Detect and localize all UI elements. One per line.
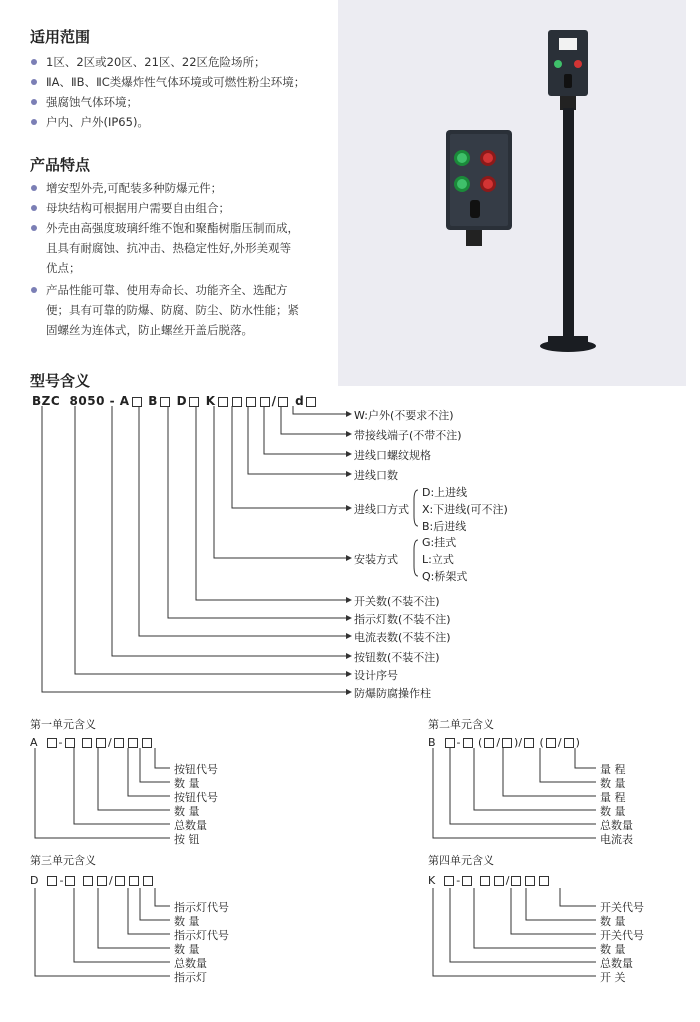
inlet-option: D:上进线	[422, 486, 468, 499]
unit4-label: 开关代号	[600, 901, 644, 914]
unit4-label: 数 量	[600, 915, 626, 928]
model-label-outdoor: W:户外(不要求不注)	[354, 409, 454, 422]
unit1-code: A - /	[30, 736, 154, 749]
unit3-code: D - /	[30, 874, 155, 887]
mount-option: Q:桥架式	[422, 570, 468, 583]
unit3-label: 数 量	[174, 943, 200, 956]
unit1-label: 按钮代号	[174, 791, 218, 804]
model-code: BZC 8050 - A B D K / d	[32, 394, 318, 408]
model-label-terminal: 带接线端子(不带不注)	[354, 429, 462, 442]
unit4-label: 开 关	[600, 971, 626, 984]
feature-item: 母块结构可根据用户需要自由组合；	[31, 198, 230, 218]
scope-item: 户内、户外(IP65)。	[31, 112, 149, 132]
model-label-thread: 进线口螺纹规格	[354, 449, 431, 462]
unit3-title: 第三单元含义	[30, 854, 96, 867]
unit2-label: 数 量	[600, 777, 626, 790]
unit2-label: 量 程	[600, 791, 626, 804]
unit4-label: 总数量	[600, 957, 633, 970]
unit1-label: 按 钮	[174, 833, 200, 846]
feature-item: 增安型外壳,可配装多种防爆元件；	[31, 178, 222, 198]
model-label-product: 防爆防腐操作柱	[354, 687, 431, 700]
unit3-label: 数 量	[174, 915, 200, 928]
mount-option: G:挂式	[422, 536, 457, 549]
unit1-label: 按钮代号	[174, 763, 218, 776]
scope-title: 适用范围	[30, 28, 91, 46]
unit3-label: 总数量	[174, 957, 207, 970]
unit1-label: 总数量	[174, 819, 207, 832]
unit2-label: 数 量	[600, 805, 626, 818]
unit2-title: 第二单元含义	[428, 718, 494, 731]
model-label-inlet-mode: 进线口方式	[354, 503, 409, 516]
unit3-label: 指示灯代号	[174, 901, 229, 914]
model-label-inlet-count: 进线口数	[354, 469, 398, 482]
unit2-label: 电流表	[600, 833, 633, 846]
unit2-code: B - ( / )/ ( / )	[428, 736, 580, 749]
model-label-switch: 开关数(不装不注)	[354, 595, 440, 608]
feature-item: 外壳由高强度玻璃纤维不饱和聚酯树脂压制而成， 且具有耐腐蚀、抗冲击、热稳定性好,外形美观等 优点；	[31, 218, 299, 278]
features-title: 产品特点	[30, 156, 91, 174]
unit4-code: K - /	[428, 874, 551, 887]
unit1-label: 数 量	[174, 805, 200, 818]
unit3-label: 指示灯	[174, 971, 207, 984]
unit2-label: 量 程	[600, 763, 626, 776]
inlet-option: B:后进线	[422, 520, 467, 533]
model-label-lamp: 指示灯数(不装不注)	[354, 613, 451, 626]
unit2-label: 总数量	[600, 819, 633, 832]
inlet-option: X:下进线(可不注)	[422, 503, 508, 516]
scope-item: ⅡA、ⅡB、ⅡC类爆炸性气体环境或可燃性粉尘环境；	[31, 72, 305, 92]
unit4-label: 数 量	[600, 943, 626, 956]
scope-item: 1区、2区或20区、21区、22区危险场所；	[31, 52, 266, 72]
model-label-design: 设计序号	[354, 669, 398, 682]
unit4-label: 开关代号	[600, 929, 644, 942]
unit1-label: 数 量	[174, 777, 200, 790]
model-label-button: 按钮数(不装不注)	[354, 651, 440, 664]
model-title: 型号含义	[30, 372, 91, 390]
unit4-title: 第四单元含义	[428, 854, 494, 867]
model-label-mount: 安装方式	[354, 553, 398, 566]
mount-option: L:立式	[422, 553, 454, 566]
unit1-title: 第一单元含义	[30, 718, 96, 731]
feature-item: 产品性能可靠、使用寿命长、功能齐全、选配方 便；具有可靠的防爆、防腐、防尘、防水性能；紧 固螺丝为连体式，防止螺丝开盖后脱落。	[31, 280, 299, 340]
model-label-ammeter: 电流表数(不装不注)	[354, 631, 451, 644]
unit3-label: 指示灯代号	[174, 929, 229, 942]
scope-item: 强腐蚀气体环境；	[31, 92, 138, 112]
